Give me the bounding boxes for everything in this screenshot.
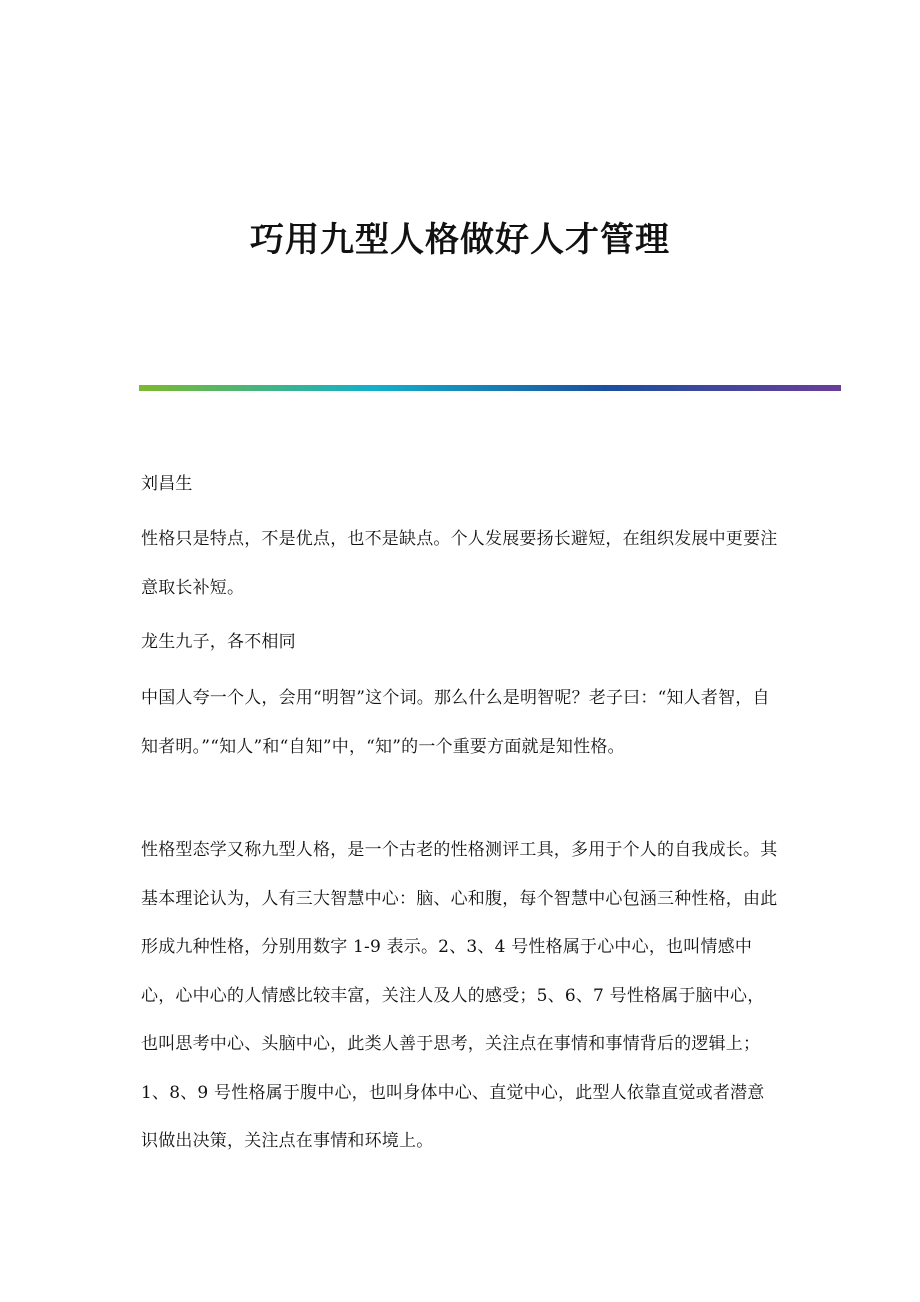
gradient-divider bbox=[139, 385, 841, 391]
intro-paragraph: 性格只是特点，不是优点，也不是缺点。个人发展要扬长避短，在组织发展中更要注意取长补短。 bbox=[141, 529, 778, 598]
author-name: 刘昌生 bbox=[141, 474, 193, 494]
paragraph-wisdom: 中国人夸一个人，会用“明智”这个词。那么什么是明智呢？老子曰：“知人者智，自知者明。”“知人”和“自知”中，“知”的一个重要方面就是知性格。 bbox=[141, 688, 770, 757]
paragraph-enneagram: 性格型态学又称九型人格，是一个古老的性格测评工具，多用于个人的自我成长。其基本理论认为，人有三大智慧中心：脑、心和腹，每个智慧中心包涵三种性格，由此形成九种性格，分别用数字 1-9 表示。2、3、4 号性格属于心中心，也叫情感中心，心中心的人情感比较丰富，关注人及人的感受；5、6、7 号性格属于脑中心，也叫思考中心、头脑中心，此类人善于思考，关注点在事情和事情背后的逻辑上；1、8、9 号性格属于腹中心，也叫身体中心、直觉中心，此型人依靠直觉或者潜意识做出决策，关注点在事情和环境上。 bbox=[141, 840, 778, 1151]
section-subheading: 龙生九子，各不相同 bbox=[141, 632, 296, 652]
document-title: 巧用九型人格做好人才管理 bbox=[250, 220, 670, 260]
